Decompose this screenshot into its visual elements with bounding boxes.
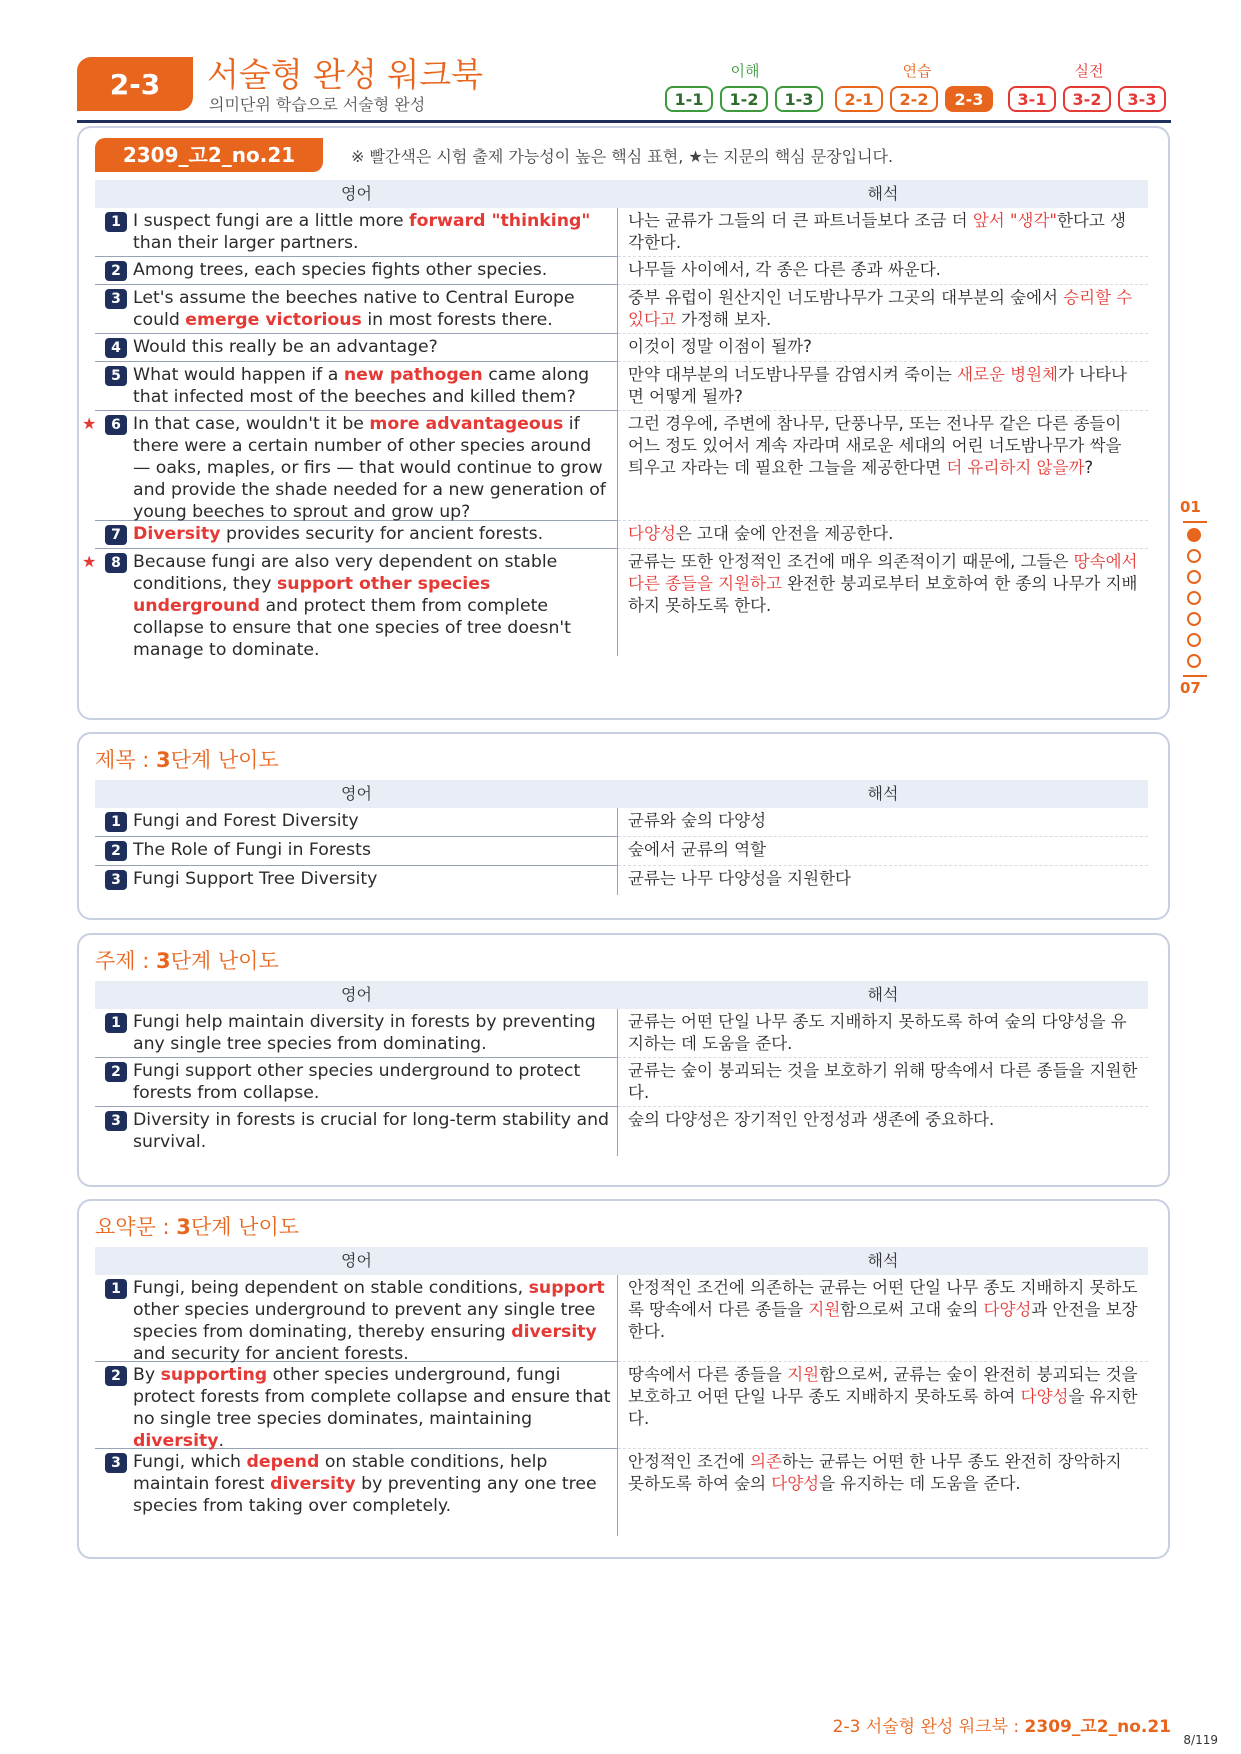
english-text: Fungi Support Tree Diversity (133, 869, 378, 889)
key-sentence-star-icon: ★ (82, 552, 97, 571)
korean-cell: 숲의 다양성은 장기적인 안정성과 생존에 중요하다. (628, 1110, 995, 1129)
side-nav-end: 07 (1180, 679, 1201, 697)
english-text: Fungi, which depend on stable conditions, help maintain forest diversity by preventing any one tree species from taking over completely. (133, 1452, 597, 1516)
passage-panel (77, 126, 1170, 720)
table-row (95, 521, 1148, 549)
sentence-number: 1 (105, 812, 127, 832)
english-text: I suspect fungi are a little more forward "thinking" than their larger partners. (133, 211, 591, 253)
title-panel (77, 732, 1170, 920)
sentence-number: 2 (105, 1062, 127, 1082)
english-cell (95, 1107, 618, 1156)
sentence-number: 1 (105, 212, 127, 232)
step-1-1[interactable]: 1-1 (665, 86, 713, 112)
side-nav-bar (1183, 675, 1207, 677)
side-nav-dot[interactable] (1187, 591, 1201, 605)
side-nav-start: 01 (1180, 498, 1201, 516)
english-cell (95, 1362, 618, 1449)
side-nav-dot[interactable] (1187, 612, 1201, 626)
table-row (95, 1009, 1148, 1058)
table-row (95, 1107, 1148, 1156)
english-text: Among trees, each species fights other species. (133, 260, 548, 280)
english-text: In that case, wouldn't it be more advantageous if there were a certain number of other species around — oaks, maples, or firs — that would continue to grow and provide the shade needed for a new generation of young beeches to sprout and grow up? (133, 414, 606, 522)
english-cell (95, 208, 618, 257)
english-cell (95, 837, 618, 866)
table-row (95, 208, 1148, 257)
col-header-english: 영어 (341, 985, 372, 1004)
step-2-3-active[interactable]: 2-3 (945, 86, 993, 112)
sentence-number: 1 (105, 1013, 127, 1033)
korean-cell: 숲에서 균류의 역할 (618, 837, 1148, 866)
english-text: Would this really be an advantage? (133, 337, 438, 357)
table-row (95, 866, 1148, 895)
sentence-number: 6 (105, 415, 127, 435)
col-header-english: 영어 (341, 1251, 372, 1270)
english-cell (95, 334, 618, 362)
sentence-number: 1 (105, 1279, 127, 1299)
side-nav-dot[interactable] (1187, 570, 1201, 584)
korean-cell: 그런 경우에, 주변에 참나무, 단풍나무, 또는 전나무 같은 다른 종들이 어느 정도 있어서 계속 자라며 새로운 세대의 어린 너도밤나무가 싹을 틔우고 자라는 데 필요한 그늘을 제공한다면 더 유리하지 않을까? (618, 411, 1148, 521)
col-header-english: 영어 (341, 184, 372, 203)
korean-cell: 균류는 어떤 단일 나무 종도 지배하지 못하도록 하여 숲의 다양성을 유지하는 데 도움을 준다. (618, 1009, 1148, 1058)
table-row (95, 1058, 1148, 1107)
table-row (95, 1275, 1148, 1362)
english-text: Fungi support other species underground to protect forests from collapse. (133, 1061, 581, 1103)
sentence-number: 8 (105, 553, 127, 573)
step-1-3[interactable]: 1-3 (775, 86, 823, 112)
sentence-number: 5 (105, 366, 127, 386)
table-row (95, 362, 1148, 411)
english-text: Because fungi are also very dependent on stable conditions, they support other species underground and protect them from complete collapse to ensure that one species of tree doesn't manage to dominate. (133, 552, 571, 660)
step-1-2[interactable]: 1-2 (720, 86, 768, 112)
col-header-korean: 해석 (867, 985, 899, 1004)
col-header-english: 영어 (341, 784, 372, 803)
step-2-1[interactable]: 2-1 (835, 86, 883, 112)
korean-cell: 균류와 숲의 다양성 (618, 808, 1148, 837)
korean-cell: 나무들 사이에서, 각 종은 다른 종과 싸운다. (618, 257, 1148, 285)
english-text: Fungi and Forest Diversity (133, 811, 359, 831)
col-header-korean: 해석 (867, 784, 899, 803)
table-header (95, 180, 1148, 208)
english-cell (82, 411, 618, 522)
col-header-korean: 해석 (867, 1251, 899, 1270)
side-nav-dot[interactable] (1187, 528, 1201, 542)
korean-cell: 균류는 나무 다양성을 지원한다 (628, 869, 851, 888)
page-number: 8/119 (1183, 1733, 1218, 1747)
step-2-2[interactable]: 2-2 (890, 86, 938, 112)
korean-cell: 나는 균류가 그들의 더 큰 파트너들보다 조금 더 앞서 "생각"한다고 생각한다. (618, 208, 1148, 257)
table-row (82, 411, 1148, 522)
table-header (95, 780, 1148, 808)
korean-cell: 다양성은 고대 숲에 안전을 제공한다. (618, 521, 1148, 549)
level-label-real: 실전 (1074, 62, 1104, 80)
sentence-number: 3 (105, 870, 127, 890)
sentence-number: 3 (105, 1453, 127, 1473)
side-nav-dot[interactable] (1187, 654, 1201, 668)
side-nav-bar (1183, 521, 1207, 523)
english-text: Fungi, being dependent on stable conditions, support other species underground to prevent any single tree species from dominating, thereby ensuring diversity and security for ancient forests. (133, 1278, 605, 1364)
korean-cell: 안정적인 조건에 의존하는 균류는 어떤 한 나무 종도 완전히 장악하지 못하도록 하여 숲의 다양성을 유지하는 데 도움을 준다. (628, 1452, 1122, 1493)
table-header (95, 981, 1148, 1009)
sentence-number: 3 (105, 289, 127, 309)
section-badge: 2-3 (77, 57, 193, 111)
table-row (95, 837, 1148, 866)
step-3-2[interactable]: 3-2 (1063, 86, 1111, 112)
key-sentence-star-icon: ★ (82, 414, 97, 433)
sentence-number: 2 (105, 1366, 127, 1386)
sentence-number: 7 (105, 525, 127, 545)
table-row (95, 808, 1148, 837)
theme-panel (77, 933, 1170, 1187)
korean-cell: 만약 대부분의 너도밤나무를 감염시켜 죽이는 새로운 병원체가 나타나면 어떻게 될까? (618, 362, 1148, 411)
english-cell (95, 285, 618, 334)
title-heading: 제목 : 3단계 난이도 (95, 748, 279, 772)
english-cell (95, 1449, 618, 1536)
english-text: By supporting other species underground, fungi protect forests from complete collapse and ensure that no single tree species dominates, maintaining diversity. (133, 1365, 611, 1451)
level-label-understand: 이해 (730, 62, 760, 80)
english-text: The Role of Fungi in Forests (133, 840, 371, 860)
level-label-practice: 연습 (902, 62, 932, 80)
legend-note: ※ 빨간색은 시험 출제 가능성이 높은 핵심 표현, ★는 지문의 핵심 문장입니다. (351, 147, 894, 166)
korean-cell: 균류는 숲이 붕괴되는 것을 보호하기 위해 땅속에서 다른 종들을 지원한다. (618, 1058, 1148, 1107)
step-3-1[interactable]: 3-1 (1008, 86, 1056, 112)
table-row (95, 1449, 1148, 1536)
english-cell (95, 1058, 618, 1107)
english-cell (82, 549, 618, 660)
english-text: Let's assume the beeches native to Central Europe could emerge victorious in most forests there. (133, 288, 575, 330)
summary-heading: 요약문 : 3단계 난이도 (95, 1215, 300, 1239)
english-cell (95, 257, 618, 285)
korean-cell: 땅속에서 다른 종들을 지원함으로써, 균류는 숲이 완전히 붕괴되는 것을 보호하고 어떤 단일 나무 종도 지배하지 못하도록 하여 다양성을 유지한다. (618, 1362, 1148, 1449)
step-3-3[interactable]: 3-3 (1118, 86, 1166, 112)
table-row (95, 285, 1148, 334)
table-row (95, 257, 1148, 285)
english-cell (95, 1009, 618, 1058)
english-cell (95, 808, 618, 837)
english-text: Diversity in forests is crucial for long-term stability and survival. (133, 1110, 610, 1152)
korean-cell: 균류는 또한 안정적인 조건에 매우 의존적이기 때문에, 그들은 땅속에서 다른 종들을 지원하고 완전한 붕괴로부터 보호하여 한 종의 나무가 지배하지 못하도록 한다. (628, 552, 1138, 615)
english-cell (95, 866, 618, 895)
sentence-number: 4 (105, 338, 127, 358)
header-divider (77, 120, 1171, 123)
sentence-number: 2 (105, 841, 127, 861)
side-nav-dot[interactable] (1187, 549, 1201, 563)
table-row (95, 1362, 1148, 1449)
col-header-korean: 해석 (867, 184, 899, 203)
korean-cell: 이것이 정말 이점이 될까? (618, 334, 1148, 362)
english-text: Fungi help maintain diversity in forests by preventing any single tree species from dominating. (133, 1012, 596, 1054)
sentence-number: 3 (105, 1111, 127, 1131)
korean-cell: 중부 유럽이 원산지인 너도밤나무가 그곳의 대부분의 숲에서 승리할 수 있다고 가정해 보자. (618, 285, 1148, 334)
summary-panel (77, 1199, 1170, 1559)
page-title: 서술형 완성 워크북 (207, 55, 484, 94)
side-nav-dot[interactable] (1187, 633, 1201, 647)
english-text: Diversity provides security for ancient forests. (133, 524, 544, 544)
table-header (95, 1247, 1148, 1275)
passage-code-badge: 2309_고2_no.21 (95, 138, 323, 172)
table-row (82, 549, 1148, 660)
english-cell (95, 362, 618, 411)
english-cell (95, 1275, 618, 1362)
table-row (95, 334, 1148, 362)
footer-label: 2-3 서술형 완성 워크북 : 2309_고2_no.21 (832, 1717, 1171, 1737)
page-subtitle: 의미단위 학습으로 서술형 완성 (209, 95, 426, 114)
english-text: What would happen if a new pathogen came along that infected most of the beeches and killed them? (133, 365, 590, 407)
korean-cell: 안정적인 조건에 의존하는 균류는 어떤 단일 나무 종도 지배하지 못하도록 땅속에서 다른 종들을 지원함으로써 고대 숲의 다양성과 안전을 보장한다. (618, 1275, 1148, 1362)
sentence-number: 2 (105, 261, 127, 281)
theme-heading: 주제 : 3단계 난이도 (95, 949, 279, 973)
english-cell (95, 521, 618, 549)
